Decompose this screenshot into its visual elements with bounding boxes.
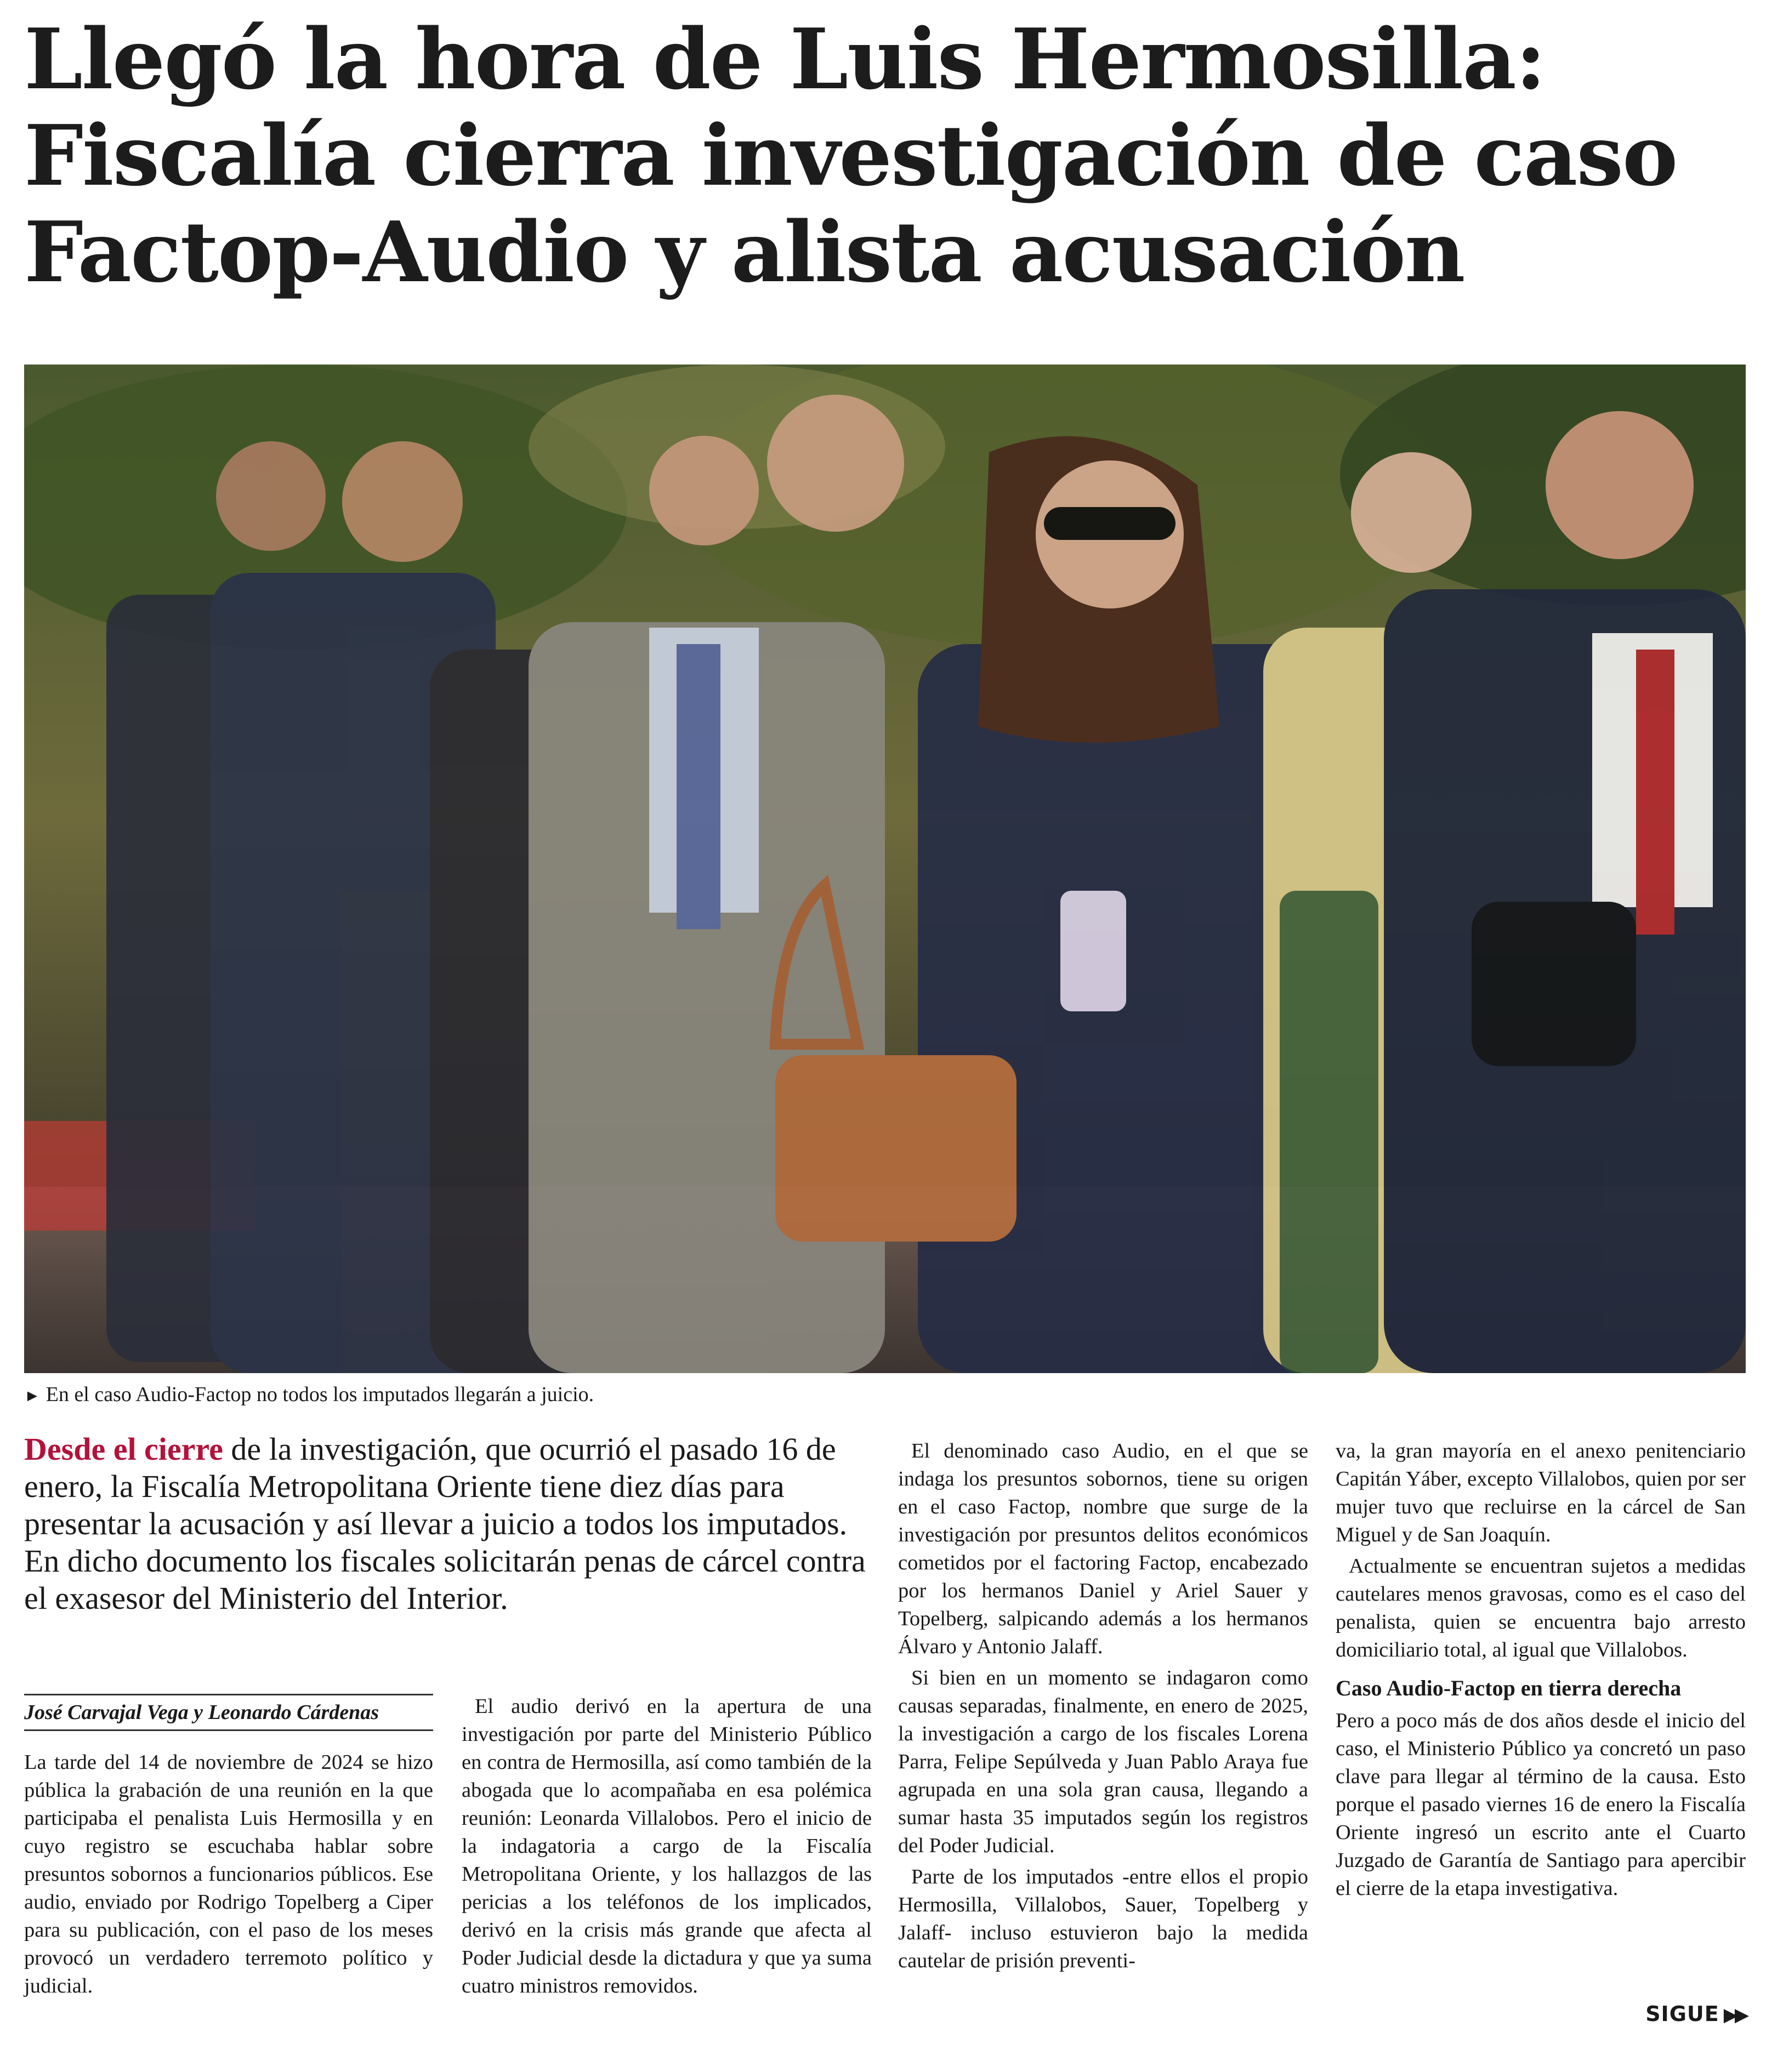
col3-paragraph-2: Si bien en un momento se indagaron como causas separadas, finalmente, en enero de 2025, la investigación a cargo de los fiscales Lorena Parra, Felipe Sepúlveda y Juan Pablo Araya fue agrupada en una sola gran causa, llegando a sumar hasta 35 imputados según los registros del Poder Judicial.: [898, 1666, 1308, 1857]
photo-illustration: [24, 365, 1746, 1373]
col4-paragraph-3: Pero a poco más de dos años desde el inicio del caso, el Ministerio Público ya concretó un paso clave para llegar al término de la causa. Esto porque el pasado viernes 16 de enero la Fiscalía Oriente ingresó un escrito ante el Cuarto Juzgado de Garantía de Santiago para apercibir el cierre de la etapa investigativa.: [1336, 1709, 1746, 1900]
news-photo: [24, 365, 1746, 1373]
headline-line-2: Fiscalía cierra investigación de caso: [24, 106, 1677, 204]
caption-marker-icon: ►: [24, 1387, 41, 1405]
col4-paragraph-1: va, la gran mayoría en el anexo penitenciario Capitán Yáber, excepto Villalobos, quien por ser mujer tuvo que recluirse en la cárcel de San Miguel y de San Joaquín.: [1336, 1439, 1746, 1546]
photo-caption: [24, 1381, 1746, 1409]
col3-paragraph-3: Parte de los imputados -entre ellos el propio Hermosilla, Villalobos, Sauer, Topelberg y Jalaff- incluso estuvieron bajo la medida cautelar de prisión preventi-: [898, 1865, 1308, 1972]
lead-kicker: Desde el cierre: [24, 1431, 223, 1467]
section-subhead: Caso Audio-Factop en tierra derecha: [1336, 1676, 1682, 1700]
column-2: [462, 1693, 872, 2000]
byline: José Carvajal Vega y Leonardo Cárdenas: [24, 1694, 433, 1731]
headline-line-3: Factop-Audio y alista acusación: [24, 203, 1464, 301]
sigue-label: SIGUE: [1645, 2002, 1719, 2026]
headline: [24, 11, 1757, 300]
col3-paragraph-1: El denominado caso Audio, en el que se indaga los presuntos sobornos, tiene su origen en el caso Factop, nombre que surge de la investigación por presuntos delitos económicos cometidos por el factoring Factop, encabezado por los hermanos Daniel y Ariel Sauer y Topelberg, salpicando además a los hermanos Álvaro y Antonio Jalaff.: [898, 1439, 1308, 1658]
lead-paragraph: [24, 1431, 868, 1617]
column-4: [1336, 1437, 1746, 1903]
double-arrow-icon: ▶▶: [1723, 2004, 1746, 2026]
col4-paragraph-2: Actualmente se encuentran sujetos a medidas cautelares menos gravosas, como es el caso del penalista, quien se encuentra bajo arresto domiciliario total, al igual que Villalobos.: [1336, 1555, 1746, 1661]
column-3: [898, 1437, 1308, 1975]
column-1: [24, 1749, 433, 2000]
continues-marker: [1645, 2002, 1746, 2026]
lead-text: de la investigación, que ocurrió el pasado 16 de enero, la Fiscalía Metropolitana Oriente tiene diez días para presentar la acusación y así llevar a juicio a todos los imputados. En dicho documento los fiscales solicitarán penas de cárcel contra el exasesor del Ministerio del Interior.: [24, 1431, 866, 1616]
col2-paragraph-1: El audio derivó en la apertura de una investigación por parte del Ministerio Público en contra de Hermosilla, así como también de la abogada que lo acompañaba en esa polémica reunión: Leonarda Villalobos. Pero el inicio de la indagatoria a cargo de la Fiscalía Metropolitana Oriente, y los hallazgos de las pericias a los teléfonos de los implicados, derivó en la crisis más grande que afecta al Poder Judicial desde la dictadura y que ya suma cuatro ministros removidos.: [462, 1695, 872, 1997]
headline-line-1: Llegó la hora de Luis Hermosilla:: [24, 10, 1545, 108]
caption-text: En el caso Audio-Factop no todos los imputados llegarán a juicio.: [46, 1383, 594, 1406]
col1-paragraph-1: La tarde del 14 de noviembre de 2024 se hizo pública la grabación de una reunión en la que participaba el penalista Luis Hermosilla y en cuyo registro se escuchaba hablar sobre presuntos sobornos a funcionarios públicos. Ese audio, enviado por Rodrigo Topelberg a Ciper para su publicación, con el paso de los meses provocó un verdadero terremoto político y judicial.: [24, 1751, 433, 1997]
